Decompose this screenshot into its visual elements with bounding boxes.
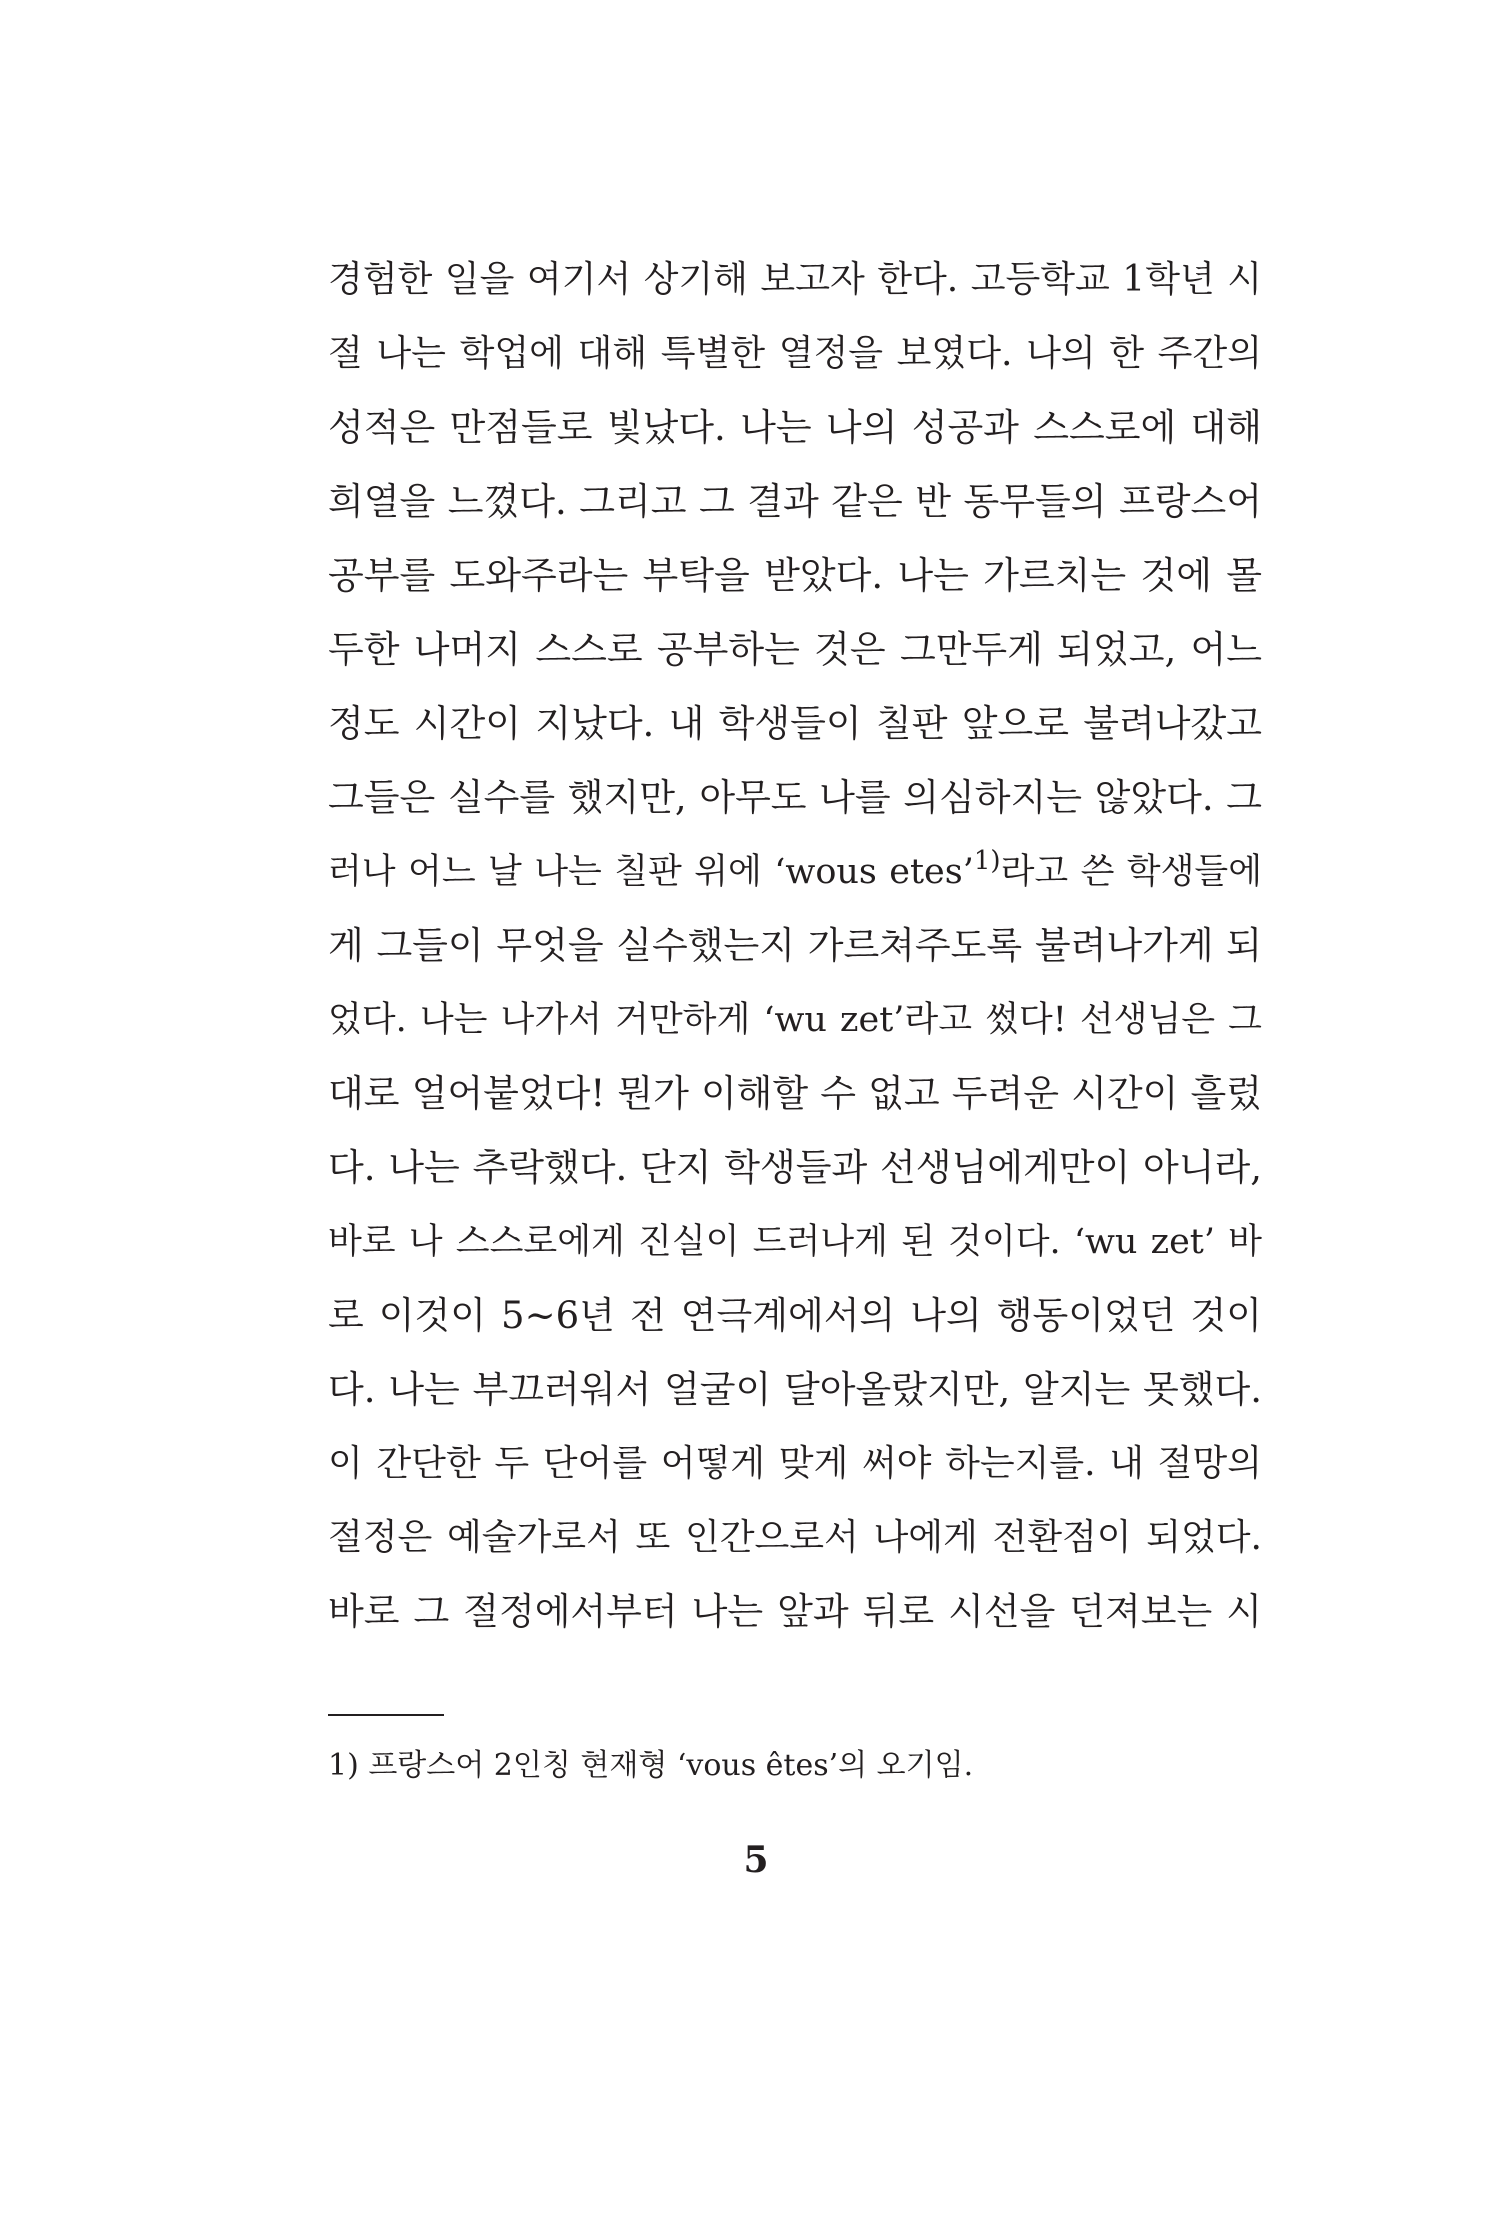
text-line-5: 공부를 도와주라는 부탁을 받았다. 나는 가르치는 것에 몰 [328, 554, 1262, 597]
text-line-2: 절 나는 학업에 대해 특별한 열정을 보였다. 나의 한 주간의 [328, 333, 1262, 374]
text-line-3: 성적은 만점들로 빛났다. 나는 나의 성공과 스스로에 대해 [328, 406, 1262, 449]
text-line-9-end: 라고 쓴 학생들에 [1000, 852, 1263, 892]
text-line-9 [328, 835, 1262, 909]
text-line-13: 다. 나는 추락했다. 단지 학생들과 선생님에게만이 아니라, [328, 1146, 1262, 1189]
text-line-14: 바로 나 스스로에게 진실이 드러나게 된 것이다. ‘wu zet’ 바 [328, 1222, 1262, 1262]
footnote-divider [328, 1714, 444, 1716]
text-line-8: 그들은 실수를 했지만, 아무도 나를 의심하지는 않았다. 그 [328, 776, 1262, 819]
text-line-16: 다. 나는 부끄러워서 얼굴이 달아올랐지만, 알지는 못했다. [328, 1368, 1262, 1411]
text-line-15: 로 이것이 5~6년 전 연극계에서의 나의 행동이었던 것이 [328, 1294, 1262, 1337]
text-line-4: 희열을 느꼈다. 그리고 그 결과 같은 반 동무들의 프랑스어 [328, 480, 1262, 523]
text-line-6: 두한 나머지 스스로 공부하는 것은 그만두게 되었고, 어느 [328, 628, 1262, 671]
text-line-18: 절정은 예술가로서 또 인간으로서 나에게 전환점이 되었다. [328, 1517, 1262, 1558]
text-line-7: 정도 시간이 지났다. 내 학생들이 칠판 앞으로 불려나갔고 [328, 702, 1262, 745]
footnote: 1) 프랑스어 2인칭 현재형 ‘vous êtes’의 오기임. [328, 1748, 974, 1783]
page-number: 5 [743, 1839, 769, 1881]
text-line-12: 대로 얼어붙었다! 뭔가 이해할 수 없고 두려운 시간이 흘렀 [328, 1072, 1262, 1115]
text-line-1: 경험한 일을 여기서 상기해 보고자 한다. 고등학교 1학년 시 [328, 259, 1262, 300]
text-line-11: 었다. 나는 나가서 거만하게 ‘wu zet’라고 썼다! 선생님은 그 [328, 1000, 1262, 1040]
text-line-17: 이 간단한 두 단어를 어떻게 맞게 써야 하는지를. 내 절망의 [328, 1443, 1262, 1484]
text-line-19: 바로 그 절정에서부터 나는 앞과 뒤로 시선을 던져보는 시 [328, 1590, 1262, 1633]
text-line-10: 게 그들이 무엇을 실수했는지 가르쳐주도록 불려나가게 되 [328, 924, 1262, 967]
footnote-reference: 1) [973, 846, 1001, 876]
text-line-9-start: 러나 어느 날 나는 칠판 위에 ‘wous etes’ [328, 852, 974, 892]
